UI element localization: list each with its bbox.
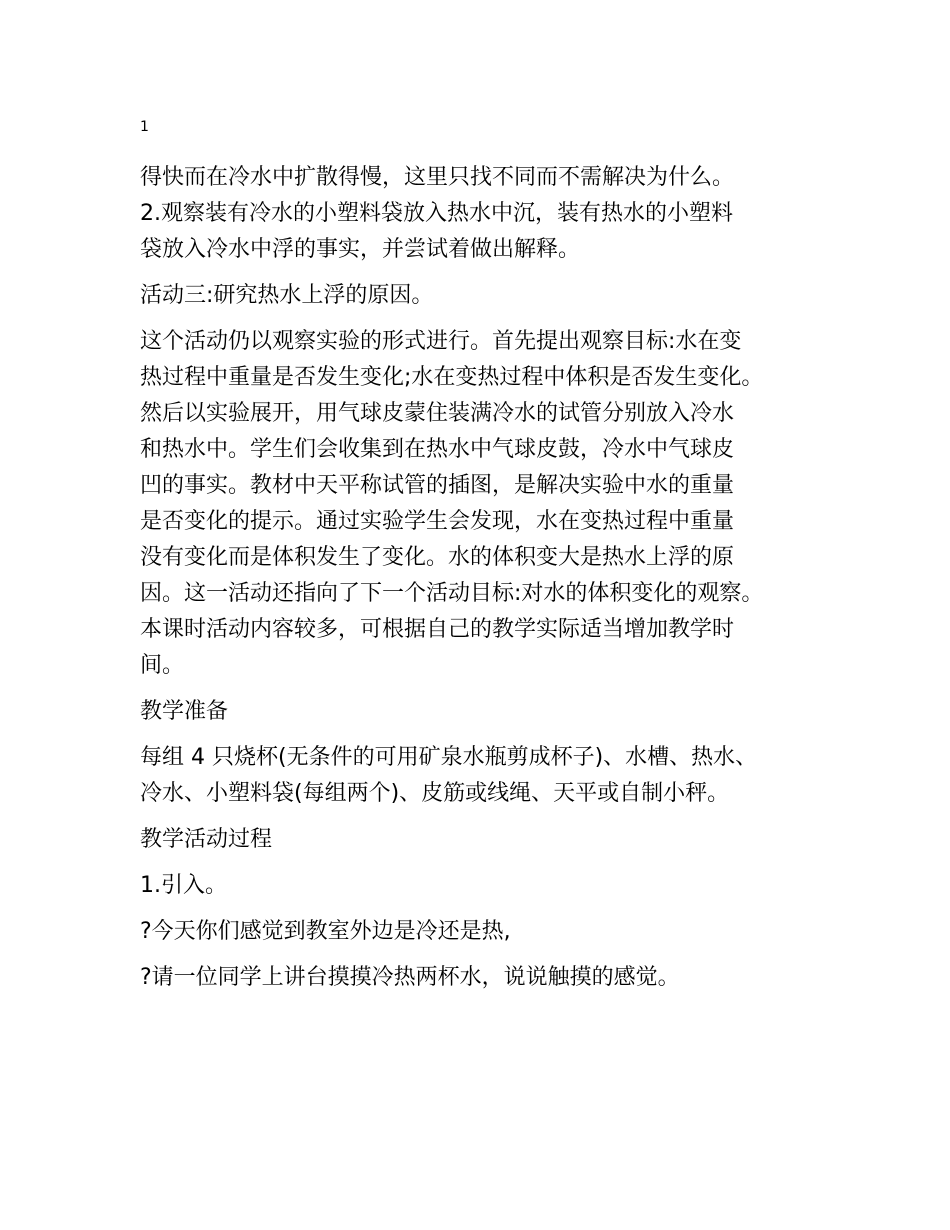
- text-line: 是否变化的提示。通过实验学生会发现，水在变热过程中重量: [140, 509, 735, 534]
- text-line: 然后以实验展开，用气球皮蒙住装满冷水的试管分别放入冷水: [140, 401, 735, 426]
- heading-teaching-process: [140, 822, 830, 858]
- heading-introduction: [140, 868, 830, 904]
- text-line: 1.引入。: [140, 873, 227, 898]
- paragraph-materials: [140, 740, 830, 812]
- text-line: 和热水中。学生们会收集到在热水中气球皮鼓，冷水中气球皮: [140, 437, 735, 462]
- text-line: 教学活动过程: [140, 827, 273, 852]
- text-line: ?请一位同学上讲台摸摸冷热两杯水，说说触摸的感觉。: [140, 965, 680, 990]
- text-line: 活动三:研究热水上浮的原因。: [140, 283, 434, 308]
- text-line: 这个活动仍以观察实验的形式进行。首先提出观察目标:水在变: [140, 329, 742, 354]
- text-line: 热过程中重量是否发生变化;水在变热过程中体积是否发生变化。: [140, 365, 764, 390]
- text-line: 本课时活动内容较多，可根据自己的教学实际适当增加教学时: [140, 617, 735, 642]
- text-line: 每组 4 只烧杯(无条件的可用矿泉水瓶剪成杯子)、水槽、热水、: [140, 745, 758, 770]
- heading-teaching-preparation: [140, 694, 830, 730]
- text-line: 因。这一活动还指向了下一个活动目标:对水的体积变化的观察。: [140, 581, 764, 606]
- paragraph-activity-description: [140, 324, 830, 684]
- text-line: 间。: [140, 653, 185, 678]
- text-line: 没有变化而是体积发生了变化。水的体积变大是热水上浮的原: [140, 545, 735, 570]
- document-body: [140, 160, 830, 1006]
- question-item: [140, 914, 830, 950]
- text-line: 凹的事实。教材中天平称试管的插图，是解决实验中水的重量: [140, 473, 735, 498]
- heading-activity-three: [140, 278, 830, 314]
- text-line: 教学准备: [140, 699, 229, 724]
- paragraph-observation-continued: [140, 160, 830, 268]
- page-number: 1: [140, 119, 149, 135]
- text-line: 得快而在冷水中扩散得慢，这里只找不同而不需解决为什么。: [140, 165, 735, 190]
- text-line: ?今天你们感觉到教室外边是冷还是热,: [140, 919, 511, 944]
- text-line: 2.观察装有冷水的小塑料袋放入热水中沉，装有热水的小塑料: [140, 201, 733, 226]
- text-line: 冷水、小塑料袋(每组两个)、皮筋或线绳、天平或自制小秤。: [140, 781, 730, 806]
- question-item: [140, 960, 830, 996]
- text-line: 袋放入冷水中浮的事实，并尝试着做出解释。: [140, 237, 581, 262]
